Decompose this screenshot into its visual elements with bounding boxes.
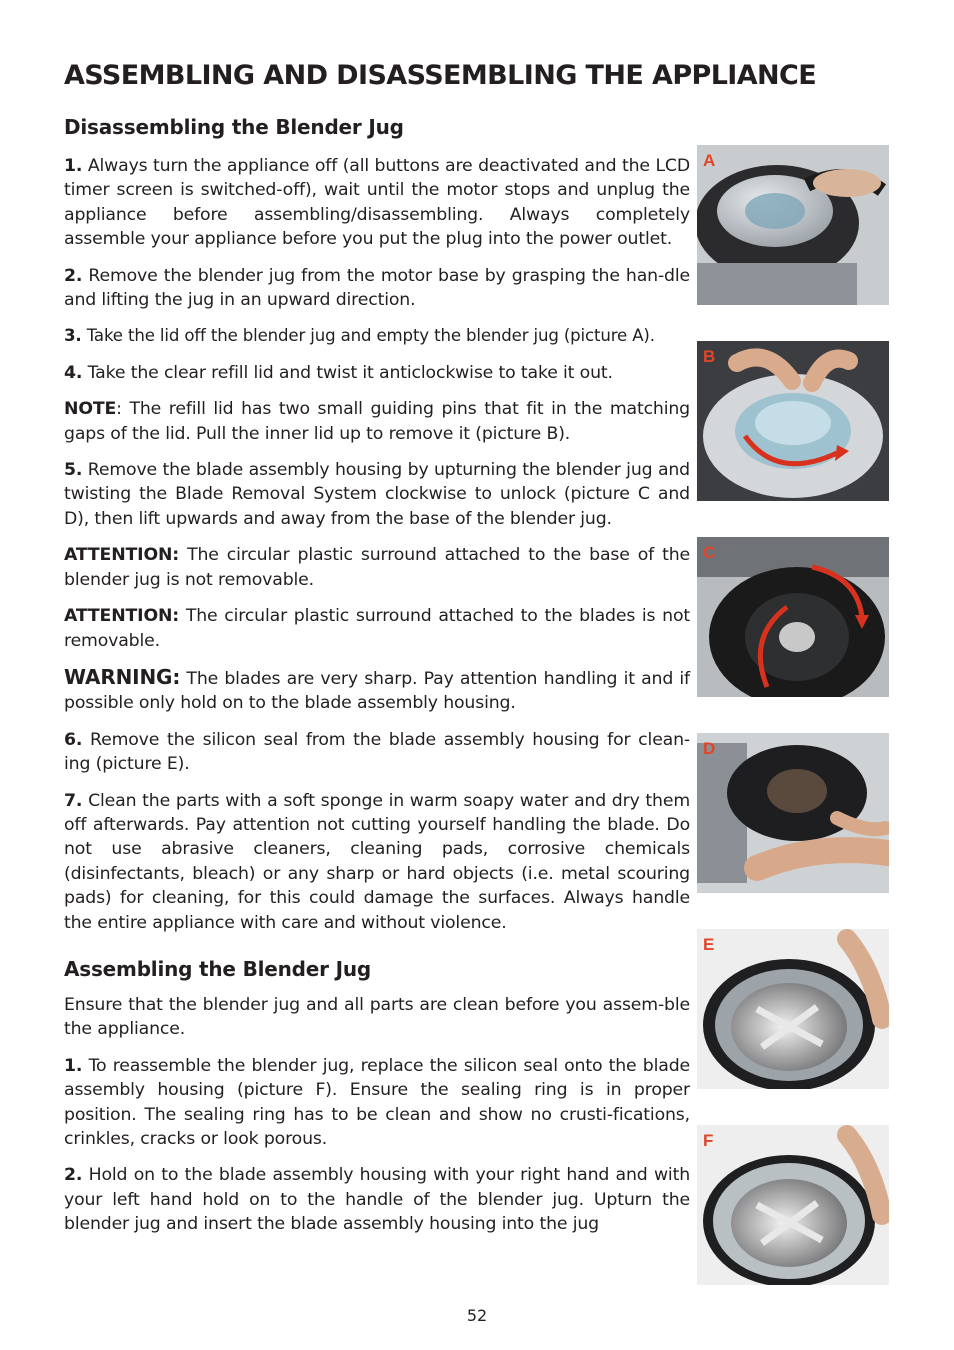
- warning-paragraph: [64, 665, 690, 716]
- step-number: 3.: [64, 326, 82, 346]
- page-title: ASSEMBLING AND DISASSEMBLING THE APPLIANCE: [64, 60, 817, 91]
- picture-c: [697, 537, 889, 697]
- step-number: 7.: [64, 790, 83, 811]
- step-6: [64, 728, 690, 777]
- step-text: Remove the blender jug from the motor base by grasping the han-dle and lifting the jug in an upward direction.: [64, 265, 691, 311]
- attention-text: The circular plastic surround attached to the blades is not removable.: [64, 606, 691, 651]
- warning-text: The blades are very sharp. Pay attention handling it and if possible only hold on to the blade assembly housing.: [64, 668, 690, 714]
- step-text: Clean the parts with a soft sponge in warm soapy water and dry them off afterwards. Pay attention not cutting yourself handling the blade. Do not use abrasive cleaners, cleaning pads, corrosive chemicals (disinfectants, bleach) or any sharp or hard objects (i.e. metal scouring pads) for cleaning, for this could damage the surfaces. Always handle the entire appliance with care and without violence.: [64, 790, 691, 933]
- note-label: NOTE: [64, 399, 117, 420]
- step-text: Always turn the appliance off (all buttons are deactivated and the LCD timer screen is switched-off), wait until the motor stops and unplug the appliance before assembling/disassembling. Always completely assemble your appliance before you put the plug into the power outlet.: [64, 156, 690, 250]
- picture-d-image: [697, 733, 889, 893]
- step-number: 2.: [64, 265, 83, 286]
- picture-b: [697, 341, 889, 501]
- section-heading-assembling: Assembling the Blender Jug: [64, 956, 371, 981]
- warning-label: WARNING:: [64, 664, 181, 689]
- picture-label: D: [703, 739, 716, 758]
- picture-label: E: [703, 935, 715, 954]
- picture-label: B: [703, 347, 716, 366]
- assembling-intro: Ensure that the blender jug and all parts are clean before you assem-ble the appliance.: [64, 994, 690, 1040]
- assembling-step-2: [64, 1163, 690, 1236]
- picture-d: [697, 733, 889, 893]
- step-number: 2.: [64, 1165, 83, 1186]
- attention-text: The circular plastic surround attached to the base of the blender jug is not removable.: [64, 545, 691, 590]
- step-3: [64, 324, 690, 348]
- picture-a-image: [697, 145, 889, 305]
- step-text: Remove the blade assembly housing by upturning the blender jug and twisting the Blade Removal System clockwise to unlock (picture C and D), then lift upwards and away from the base of the blender jug.: [64, 460, 691, 529]
- picture-b-image: [697, 341, 889, 501]
- step-text: Take the clear refill lid and twist it anticlockwise to take it out.: [87, 362, 613, 383]
- text-column: [64, 113, 690, 1249]
- picture-label: A: [703, 151, 716, 170]
- step-text: Take the lid off the blender jug and empty the blender jug (picture A).: [86, 326, 655, 346]
- note-paragraph: [64, 397, 690, 446]
- page-number: 52: [466, 1306, 488, 1325]
- step-1: [64, 154, 690, 252]
- step-text: To reassemble the blender jug, replace the silicon seal onto the blade assembly housing (picture F). Ensure the sealing ring is in proper position. The sealing ring has to be clean and show no crusti-fications, crinkles, cracks or look porous.: [64, 1055, 691, 1149]
- step-number: 4.: [64, 362, 83, 383]
- step-7: [64, 789, 690, 935]
- step-text: Hold on to the blade assembly housing with your right hand and with your left hand hold on to the handle of the blender jug. Upturn the blender jug and insert the blade assembly housing into the jug: [64, 1165, 691, 1235]
- attention-paragraph: [64, 604, 690, 653]
- step-2: [64, 264, 690, 313]
- assembling-step-1: [64, 1054, 690, 1152]
- attention-label: ATTENTION:: [64, 545, 180, 566]
- step-number: 6.: [64, 729, 83, 750]
- step-number: 5.: [64, 460, 83, 481]
- picture-a: [697, 145, 889, 305]
- picture-f-image: [697, 1125, 889, 1285]
- picture-e: [697, 929, 889, 1089]
- step-text: Remove the silicon seal from the blade assembly housing for clean-ing (picture E).: [64, 729, 690, 775]
- step-number: 1.: [64, 156, 83, 176]
- attention-paragraph: [64, 543, 690, 592]
- step-5: [64, 458, 690, 531]
- picture-label: F: [703, 1131, 714, 1150]
- picture-c-image: [697, 537, 889, 697]
- attention-label: ATTENTION:: [64, 606, 180, 627]
- note-text: : The refill lid has two small guiding pins that fit in the matching gaps of the lid. Pull the inner lid up to remove it (picture B).: [64, 399, 690, 444]
- step-4: [64, 361, 690, 385]
- picture-f: [697, 1125, 889, 1285]
- picture-e-image: [697, 929, 889, 1089]
- step-number: 1.: [64, 1055, 83, 1076]
- picture-label: C: [703, 543, 716, 562]
- section-heading-disassembling: Disassembling the Blender Jug: [64, 115, 404, 139]
- photo-column: [697, 0, 890, 1350]
